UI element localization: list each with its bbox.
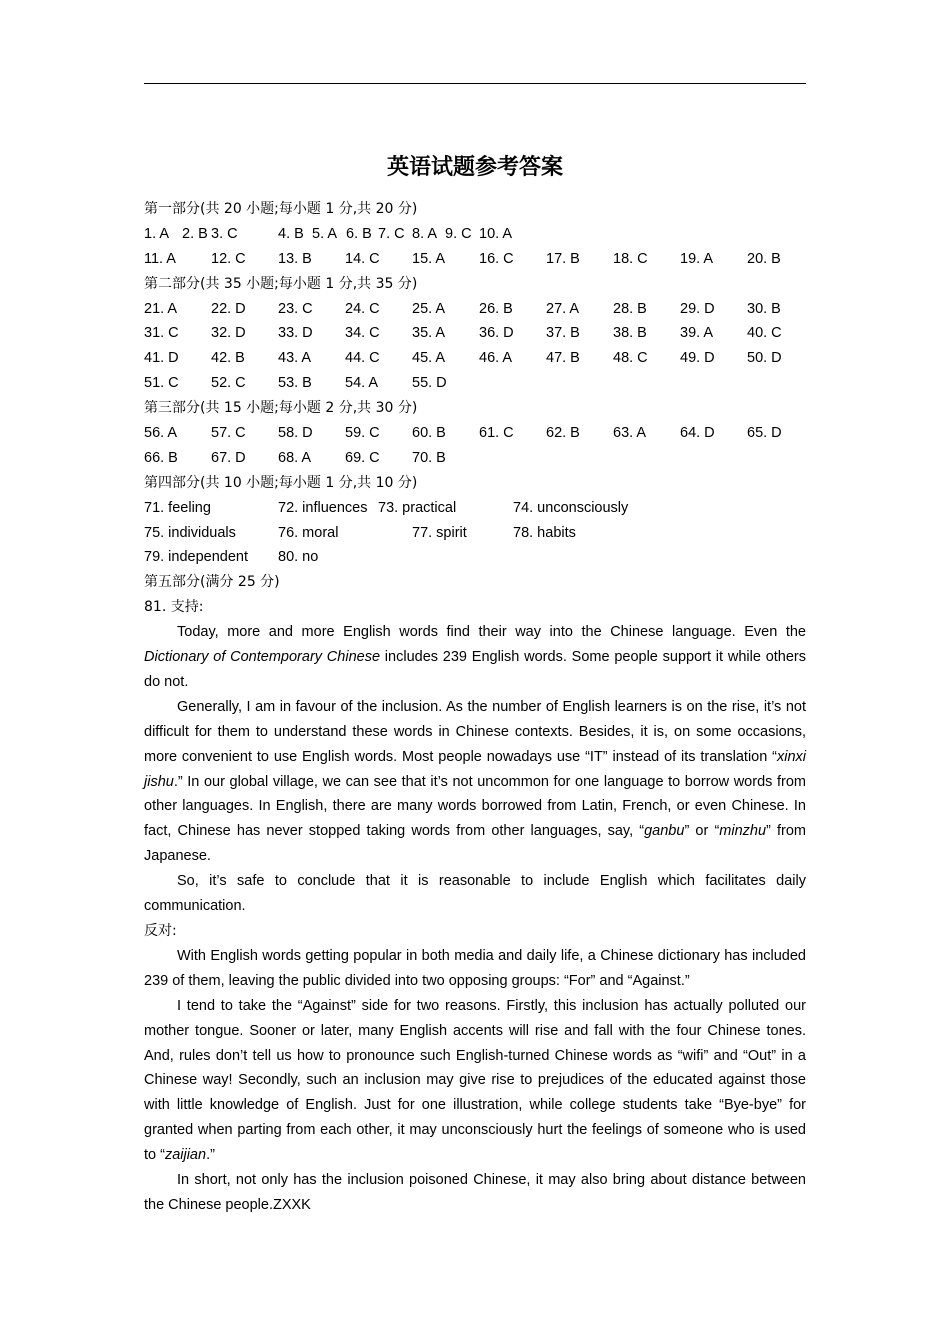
answer-item: 38. B: [613, 325, 647, 342]
answer-item: 9. C: [445, 225, 472, 242]
support-paragraph-1: [144, 620, 806, 695]
answer-item: 32. D: [211, 325, 246, 342]
oppose-paragraph-3: In short, not only has the inclusion poisoned Chinese, it may also bring about distance between the Chinese people.ZXXK: [144, 1172, 806, 1213]
answer-item: 78. habits: [513, 524, 576, 541]
answer-item: 52. C: [211, 375, 246, 392]
part3-row-2: [144, 446, 806, 471]
italic-word: xinxi jishu: [144, 748, 806, 790]
answer-item: 46. A: [479, 350, 513, 367]
answer-item: 74. unconsciously: [513, 499, 629, 516]
answer-item: 23. C: [278, 300, 313, 317]
answer-item: 70. B: [412, 449, 446, 466]
answer-item: 3. C: [211, 225, 238, 242]
answer-item: 71. feeling: [144, 499, 211, 516]
answer-item: 66. B: [144, 449, 178, 466]
answer-item: 50. D: [747, 350, 782, 367]
answer-item: 22. D: [211, 300, 246, 317]
answer-item: 25. A: [412, 300, 446, 317]
answer-item: 45. A: [412, 350, 446, 367]
answer-item: 42. B: [211, 350, 245, 367]
part1-row-2: [144, 247, 806, 272]
answer-item: 51. C: [144, 375, 179, 392]
answer-item: 11. A: [144, 250, 176, 267]
answer-item: 17. B: [546, 250, 580, 267]
part3-row-1: [144, 421, 806, 446]
answer-item: 69. C: [345, 449, 380, 466]
part3-heading: 第三部分(共 15 小题;每小题 2 分,共 30 分): [144, 400, 418, 417]
oppose-paragraph-1: With English words getting popular in both media and daily life, a Chinese dictionary has included 239 of them, leaving the public divided into two opposing groups: “For” and “Against.”: [144, 947, 806, 989]
answer-item: 21. A: [144, 300, 178, 317]
answer-item: 34. C: [345, 325, 380, 342]
answer-item: 35. A: [412, 325, 446, 342]
answer-item: 43. A: [278, 350, 312, 367]
text-run: .” In our global village, we can see that it’s not uncommon for one language to borrow words from other languages. In English, there are many words borrowed from Latin, French, or even Chinese. In fact, Chinese has never stopped taking words from other languages, say, “: [144, 773, 806, 840]
answer-item: 67. D: [211, 449, 246, 466]
part2-heading: 第二部分(共 35 小题;每小题 1 分,共 35 分): [144, 275, 418, 292]
part5-heading: 第五部分(满分 25 分): [144, 574, 280, 591]
answer-item: 76. moral: [278, 524, 339, 541]
part2-row-3: [144, 346, 806, 371]
answer-item: 24. C: [345, 300, 380, 317]
support-paragraph-2: [144, 695, 806, 869]
answer-item: 6. B: [346, 225, 372, 242]
answer-item: 14. C: [345, 250, 380, 267]
answer-item: 79. independent: [144, 549, 249, 566]
answer-item: 47. B: [546, 350, 580, 367]
answer-item: 68. A: [278, 449, 312, 466]
part4-heading: 第四部分(共 10 小题;每小题 1 分,共 10 分): [144, 474, 418, 491]
support-label: 81. 支持:: [144, 599, 204, 616]
answer-item: 30. B: [747, 300, 781, 317]
answer-item: 44. C: [345, 350, 380, 367]
text-run: ” or “: [684, 823, 720, 840]
text-run: Generally, I am in favour of the inclusion. As the number of English learners is on the rise, it’s not difficult for them to understand these words in Chinese contexts. Besides, it is, on some occasions, more convenient to use English words. Most people nowadays use “IT” instead of its translation “: [144, 698, 806, 765]
answer-item: 13. B: [278, 250, 312, 267]
answer-item: 29. D: [680, 300, 715, 317]
part1-row-1: [144, 222, 806, 247]
part1-heading: 第一部分(共 20 小题;每小题 1 分,共 20 分): [144, 201, 418, 217]
oppose-label: 反对:: [144, 923, 177, 940]
answer-item: 20. B: [747, 250, 781, 267]
answer-item: 53. B: [278, 375, 312, 392]
answer-item: 48. C: [613, 350, 648, 367]
italic-word: ganbu: [644, 823, 685, 840]
answer-item: 49. D: [680, 350, 715, 367]
answer-item: 1. A: [144, 225, 169, 242]
part4-row-1: [144, 496, 806, 521]
answer-item: 58. D: [278, 425, 313, 442]
answer-item: 62. B: [546, 425, 580, 442]
part2-row-2: [144, 321, 806, 346]
part4-row-2: [144, 521, 806, 546]
answer-item: 12. C: [211, 250, 246, 267]
answer-item: 63. A: [613, 425, 647, 442]
oppose-paragraph-2: [144, 994, 806, 1168]
text-run: ” from Japanese.: [144, 823, 807, 865]
answer-item: 56. A: [144, 425, 178, 442]
answer-item: 16. C: [479, 250, 514, 267]
answer-item: 72. influences: [278, 499, 368, 516]
answer-item: 57. C: [211, 425, 246, 442]
answer-item: 61. C: [479, 425, 514, 442]
answer-item: 60. B: [412, 425, 446, 442]
header-rule: [144, 83, 806, 84]
answer-item: 64. D: [680, 425, 715, 442]
answer-item: 27. A: [546, 300, 580, 317]
answer-item: 4. B: [278, 225, 304, 242]
answer-item: 31. C: [144, 325, 179, 342]
part2-row-4: [144, 371, 806, 396]
answer-item: 41. D: [144, 350, 179, 367]
italic-title: Dictionary of Contemporary Chinese: [144, 649, 381, 666]
answer-item: 18. C: [613, 250, 648, 267]
italic-word: zaijian: [164, 1147, 207, 1164]
italic-word: minzhu: [719, 823, 767, 840]
text-run: I tend to take the “Against” side for two reasons. Firstly, this inclusion has actually polluted our mother tongue. Sooner or later, many English accents will rise and fall with the four Chinese tones. And, rules don’t tell us how to pronounce such English-turned Chinese words as “wifi” and “Out” in a Chinese way! Secondly, such an inclusion may give rise to prejudices of the educated against those with little knowledge of English. Just for one illustration, while college students take “Bye-bye” for granted when parting from each other, it may unconsciously hurt the feelings of someone who is used to “: [144, 997, 806, 1164]
answer-item: 19. A: [680, 250, 714, 267]
answer-item: 55. D: [412, 375, 447, 392]
answer-item: 15. A: [412, 250, 446, 267]
text-run: .”: [206, 1147, 215, 1164]
text-run: includes 239 English words. Some people support it while others do not.: [144, 649, 806, 690]
answer-item: 36. D: [479, 325, 514, 342]
answer-item: 54. A: [345, 375, 379, 392]
part2-row-1: [144, 297, 806, 322]
answer-item: 39. A: [680, 325, 714, 342]
answer-item: 40. C: [747, 325, 782, 342]
answer-item: 28. B: [613, 300, 647, 317]
answer-item: 5. A: [312, 225, 337, 242]
answer-item: 26. B: [479, 300, 513, 317]
answer-item: 2. B: [182, 225, 208, 242]
support-paragraph-3: So, it’s safe to conclude that it is reasonable to include English which facilitates daily communication.: [144, 873, 806, 915]
answer-item: 65. D: [747, 425, 782, 442]
answer-item: 33. D: [278, 325, 313, 342]
answer-item: 10. A: [479, 225, 513, 242]
answer-content: [144, 197, 806, 1218]
answer-item: 80. no: [278, 549, 319, 566]
answer-item: 73. practical: [378, 499, 457, 516]
answer-item: 37. B: [546, 325, 580, 342]
part4-row-3: [144, 545, 806, 570]
answer-item: 7. C: [378, 225, 405, 242]
answer-item: 77. spirit: [412, 524, 467, 541]
answer-item: 75. individuals: [144, 524, 236, 541]
answer-item: 59. C: [345, 425, 380, 442]
answer-item: 8. A: [412, 225, 437, 242]
text-run: Today, more and more English words find their way into the Chinese language. Even the: [177, 624, 806, 641]
page-title: 英语试题参考答案: [386, 154, 563, 180]
